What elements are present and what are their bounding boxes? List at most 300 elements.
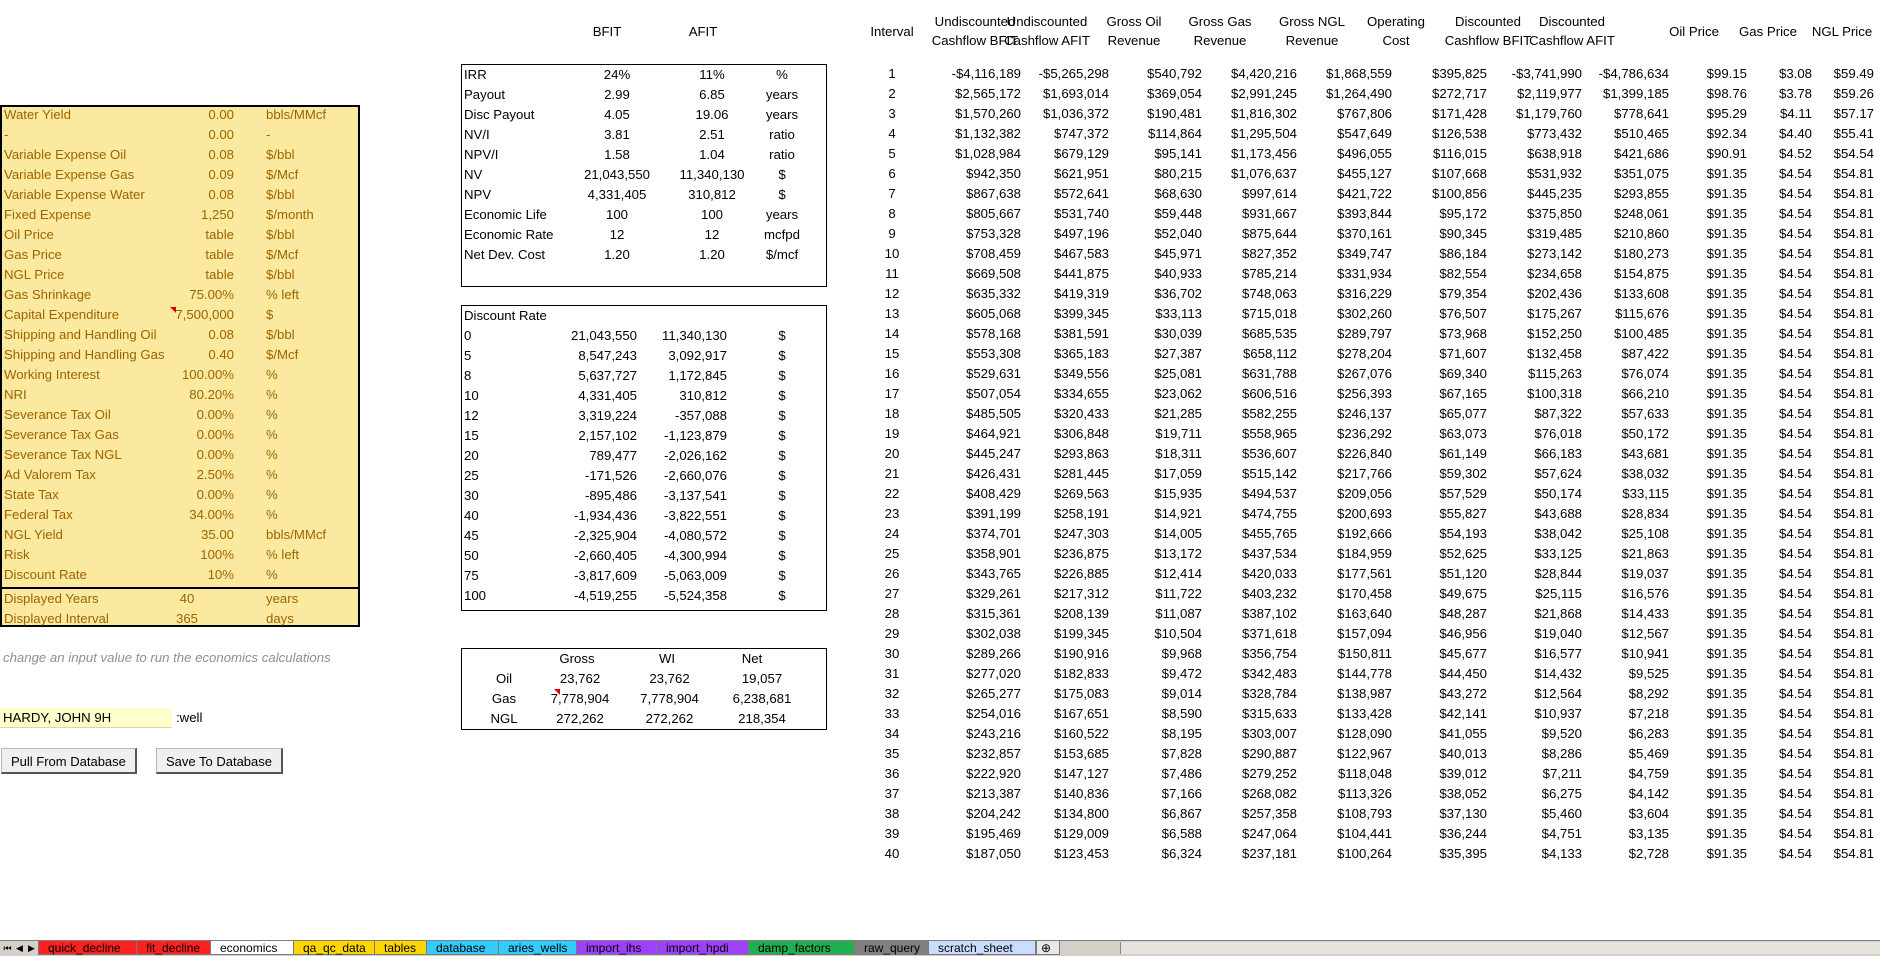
input-value[interactable]: 0.09 — [208, 167, 234, 182]
cashflow-value: $606,516 — [1241, 386, 1297, 401]
input-label: Gas Price — [4, 247, 62, 262]
cashflow-value: $867,638 — [965, 186, 1021, 201]
input-value[interactable]: 80.20% — [189, 387, 234, 402]
cashflow-value: $267,076 — [1336, 366, 1392, 381]
first-sheet-icon[interactable]: ⏮ — [3, 943, 12, 953]
input-row[interactable] — [2, 385, 358, 405]
cashflow-value: $778,641 — [1613, 106, 1669, 121]
discount-bfit: -2,325,904 — [573, 528, 637, 543]
cashflow-value: $4.54 — [1778, 786, 1812, 801]
cashflow-value: $306,848 — [1053, 426, 1109, 441]
cashflow-value: $529,631 — [965, 366, 1021, 381]
cashflow-row — [862, 204, 1880, 224]
input-row[interactable] — [2, 545, 358, 565]
cashflow-value: $199,345 — [1053, 626, 1109, 641]
input-value[interactable]: 0.08 — [208, 187, 234, 202]
cashflow-value: $16,577 — [1534, 646, 1582, 661]
input-row[interactable] — [2, 425, 358, 445]
input-row[interactable] — [2, 245, 358, 265]
input-row[interactable] — [2, 325, 358, 345]
cashflow-value: $507,054 — [965, 386, 1021, 401]
cashflow-value: $175,083 — [1053, 686, 1109, 701]
cashflow-row — [862, 264, 1880, 284]
input-unit: $/bbl — [266, 327, 295, 342]
prev-sheet-icon[interactable]: ◀ — [16, 943, 23, 953]
cashflow-value: $167,651 — [1053, 706, 1109, 721]
input-unit: % — [266, 427, 278, 442]
cashflow-value: $38,032 — [1621, 466, 1669, 481]
cashflow-value: $997,614 — [1241, 186, 1297, 201]
cashflow-row — [862, 84, 1880, 104]
input-value[interactable]: 0.08 — [208, 327, 234, 342]
cashflow-interval: 2 — [888, 86, 896, 101]
cashflow-value: $154,875 — [1613, 266, 1669, 281]
cashflow-interval: 9 — [888, 226, 896, 241]
input-value[interactable]: 0.00% — [196, 447, 234, 462]
cashflow-value: $91.35 — [1706, 566, 1747, 581]
cashflow-value: $4.54 — [1778, 586, 1812, 601]
cashflow-value: $12,564 — [1534, 686, 1582, 701]
sheet-tab-damp-factors[interactable]: damp_factors — [748, 941, 856, 955]
input-unit: % — [266, 447, 278, 462]
cashflow-value: $6,324 — [1161, 846, 1202, 861]
cashflow-value: $1,399,185 — [1602, 86, 1669, 101]
cashflow-value: $349,556 — [1053, 366, 1109, 381]
cashflow-value: $54.81 — [1833, 546, 1874, 561]
cashflow-header-line: Oil Price — [1669, 24, 1719, 39]
cashflow-value: $4.54 — [1778, 526, 1812, 541]
cashflow-value: $175,267 — [1526, 306, 1582, 321]
summary-bfit: 4,331,405 — [587, 187, 647, 202]
cashflow-value: $40,013 — [1439, 746, 1487, 761]
input-value[interactable]: 40 — [179, 591, 195, 606]
input-value[interactable]: 0.00 — [208, 127, 234, 142]
sheet-tab-economics[interactable]: economics — [210, 941, 295, 955]
input-label: Capital Expenditure — [4, 307, 120, 322]
cashflow-value: $91.35 — [1706, 766, 1747, 781]
cashflow-value: $4.11 — [1779, 106, 1812, 121]
input-unit: $ — [266, 307, 274, 322]
cashflow-value: $464,921 — [965, 426, 1021, 441]
cashflow-value: $76,018 — [1534, 426, 1582, 441]
cashflow-value: $91.35 — [1706, 746, 1747, 761]
input-label: Gas Shrinkage — [4, 287, 92, 302]
cashflow-interval: 7 — [888, 186, 896, 201]
cashflow-value: $91.35 — [1706, 366, 1747, 381]
cashflow-row — [862, 464, 1880, 484]
cashflow-value: $4,142 — [1628, 786, 1669, 801]
input-row[interactable] — [2, 589, 358, 609]
input-row[interactable] — [2, 525, 358, 545]
input-label: Working Interest — [4, 367, 100, 382]
cashflow-value: $33,125 — [1534, 546, 1582, 561]
cashflow-value: $7,166 — [1161, 786, 1202, 801]
cashflow-value: $370,161 — [1336, 226, 1392, 241]
summary-unit: % — [776, 67, 788, 82]
cashflow-value: $2,119,977 — [1516, 86, 1582, 101]
sheet-tab-aries-wells[interactable]: aries_wells — [498, 941, 578, 955]
input-label: Severance Tax Gas — [4, 427, 119, 442]
cashflow-value: $33,113 — [1155, 306, 1202, 321]
cashflow-value: $182,833 — [1053, 666, 1109, 681]
cashflow-value: $104,441 — [1336, 826, 1392, 841]
cashflow-value: $4.54 — [1778, 806, 1812, 821]
cashflow-value: $38,042 — [1534, 526, 1582, 541]
cashflow-value: $122,967 — [1336, 746, 1392, 761]
cashflow-value: $553,308 — [965, 346, 1021, 361]
cashflow-value: $426,431 — [965, 466, 1021, 481]
volume-row — [462, 689, 824, 709]
cashflow-value: $36,702 — [1154, 286, 1202, 301]
input-value[interactable]: 1,250 — [200, 207, 234, 222]
cashflow-value: $4.54 — [1778, 646, 1812, 661]
insert-sheet-icon[interactable]: ⊕ — [1036, 941, 1060, 955]
cashflow-value: $91.35 — [1706, 246, 1747, 261]
discount-row — [462, 406, 824, 426]
input-value[interactable]: 0.00% — [196, 407, 234, 422]
cashflow-value: $54.81 — [1833, 586, 1874, 601]
input-value[interactable]: table — [205, 227, 234, 242]
cashflow-value: $8,195 — [1161, 726, 1202, 741]
summary-bfit: 100 — [605, 207, 628, 222]
input-row[interactable] — [2, 365, 358, 385]
cashflow-value: $57,633 — [1621, 406, 1669, 421]
cashflow-value: $76,074 — [1621, 366, 1669, 381]
cashflow-value: $14,432 — [1534, 666, 1582, 681]
cashflow-value: $753,328 — [965, 226, 1021, 241]
input-row[interactable] — [2, 165, 358, 185]
input-value[interactable]: 34.00% — [189, 507, 234, 522]
input-row[interactable] — [2, 225, 358, 245]
discount-unit: $ — [778, 588, 786, 603]
cashflow-value: $54,193 — [1439, 526, 1487, 541]
volume-wi: 7,778,904 — [640, 691, 699, 706]
cashflow-value: $140,836 — [1053, 786, 1109, 801]
discount-afit: -2,026,162 — [663, 448, 727, 463]
economic-summary-table — [461, 64, 827, 287]
discount-rate: 12 — [464, 408, 479, 423]
summary-label: NV/I — [464, 127, 490, 142]
input-row[interactable] — [2, 465, 358, 485]
discount-bfit: -3,817,609 — [573, 568, 637, 583]
discount-rate: 10 — [464, 388, 479, 403]
cashflow-value: $1,264,490 — [1325, 86, 1392, 101]
cashflow-value: $30,039 — [1154, 326, 1202, 341]
input-row[interactable] — [2, 565, 358, 585]
cashflow-value: $7,218 — [1628, 706, 1669, 721]
input-row[interactable] — [2, 205, 358, 225]
cashflow-value: $272,717 — [1431, 86, 1487, 101]
cashflow-header-line: Discounted — [1455, 14, 1521, 29]
input-label: NGL Yield — [4, 527, 63, 542]
cashflow-value: $41,055 — [1439, 726, 1487, 741]
input-unit: $/Mcf — [266, 247, 299, 262]
input-row[interactable] — [2, 105, 358, 125]
discount-row — [462, 546, 824, 566]
summary-bfit: 1.20 — [604, 247, 630, 262]
input-unit: $/bbl — [266, 267, 295, 282]
cashflow-value: $35,395 — [1439, 846, 1487, 861]
cashflow-value: $4.54 — [1778, 666, 1812, 681]
discount-row — [462, 426, 824, 446]
cashflow-value: $57.17 — [1833, 106, 1874, 121]
cashflow-value: $28,844 — [1534, 566, 1582, 581]
horizontal-scrollbar[interactable] — [1120, 942, 1880, 954]
discount-rate: 5 — [464, 348, 472, 363]
cashflow-value: $2,565,172 — [954, 86, 1021, 101]
summary-bfit: 21,043,550 — [583, 167, 650, 182]
cashflow-value: $51,120 — [1439, 566, 1487, 581]
cashflow-value: $685,535 — [1241, 326, 1297, 341]
input-value[interactable]: 365 — [175, 611, 198, 626]
cashflow-value: $302,038 — [965, 626, 1021, 641]
discount-rate-table — [461, 305, 827, 611]
discount-rate-title: Discount Rate — [464, 308, 547, 323]
discount-row — [462, 466, 824, 486]
cashflow-row — [862, 664, 1880, 684]
save-to-database-button[interactable]: Save To Database — [156, 748, 283, 774]
cashflow-value: $515,142 — [1241, 466, 1297, 481]
input-divider — [2, 587, 358, 589]
input-value[interactable]: 0.00 — [208, 107, 234, 122]
input-value[interactable]: 7,500,000 — [175, 307, 234, 322]
next-sheet-icon[interactable]: ▶ — [28, 943, 35, 953]
cashflow-value: $289,797 — [1336, 326, 1392, 341]
cashflow-value: $3,135 — [1628, 826, 1669, 841]
sheet-tab-fit-decline[interactable]: fit_decline — [136, 941, 212, 955]
cashflow-header-line: Gross NGL — [1279, 14, 1345, 29]
input-value[interactable]: 0.00% — [196, 487, 234, 502]
cashflow-value: $54.81 — [1833, 646, 1874, 661]
cashflow-value: $319,485 — [1526, 226, 1582, 241]
cashflow-value: $4.54 — [1778, 266, 1812, 281]
sheet-tab-tables[interactable]: tables — [374, 941, 428, 955]
input-value[interactable]: 2.50% — [196, 467, 234, 482]
cashflow-row — [862, 704, 1880, 724]
input-value[interactable]: table — [205, 247, 234, 262]
input-value[interactable]: 10% — [207, 567, 234, 582]
summary-bfit: 1.58 — [604, 147, 630, 162]
cashflow-value: $236,875 — [1053, 546, 1109, 561]
cashflow-value: $54.54 — [1833, 146, 1874, 161]
summary-row — [462, 85, 824, 105]
cashflow-value: $4.54 — [1778, 346, 1812, 361]
sheet-tab-qa-qc-data[interactable]: qa_qc_data — [293, 941, 376, 955]
cashflow-interval: 10 — [884, 246, 900, 261]
input-row[interactable] — [2, 125, 358, 145]
well-name-input[interactable]: HARDY, JOHN 9H — [0, 708, 172, 728]
cashflow-value: $114,864 — [1147, 126, 1202, 141]
cashflow-value: $11,722 — [1155, 586, 1202, 601]
sheet-tab-scratch-sheet[interactable]: scratch_sheet — [928, 941, 1036, 955]
cashflow-value: $52,625 — [1439, 546, 1487, 561]
cashflow-value: $73,968 — [1439, 326, 1487, 341]
cashflow-row — [862, 844, 1880, 864]
input-value[interactable]: 0.08 — [208, 147, 234, 162]
cashflow-value: $4.54 — [1778, 546, 1812, 561]
cashflow-value: $92.34 — [1706, 126, 1747, 141]
well-label: :well — [176, 710, 203, 725]
discount-bfit: 789,477 — [589, 448, 637, 463]
input-row[interactable] — [2, 445, 358, 465]
cashflow-value: $293,863 — [1053, 446, 1109, 461]
input-label: NGL Price — [4, 267, 65, 282]
cashflow-value: $54.81 — [1833, 526, 1874, 541]
cashflow-value: $50,174 — [1534, 486, 1582, 501]
input-row[interactable] — [2, 485, 358, 505]
cashflow-value: $54.81 — [1833, 846, 1874, 861]
discount-row — [462, 326, 824, 346]
cashflow-value: $171,428 — [1431, 106, 1487, 121]
cashflow-value: $100,318 — [1526, 386, 1582, 401]
sheet-tab-quick-decline[interactable]: quick_decline — [38, 941, 138, 955]
cashflow-value: $54.81 — [1833, 486, 1874, 501]
summary-unit: ratio — [769, 147, 795, 162]
cashflow-header-line: Undiscounted — [934, 14, 1016, 29]
cashflow-value: $45,971 — [1154, 246, 1202, 261]
discount-rate: 45 — [464, 528, 479, 543]
input-unit: % — [266, 467, 278, 482]
cashflow-value: $12,567 — [1621, 626, 1669, 641]
discount-rate: 100 — [464, 588, 487, 603]
input-unit: years — [266, 591, 299, 606]
input-row[interactable] — [2, 505, 358, 525]
pull-from-database-button[interactable]: Pull From Database — [1, 748, 137, 774]
sheet-tab-import-ihs[interactable]: import_ihs — [576, 941, 658, 955]
summary-label: Payout — [464, 87, 506, 102]
sheet-tab-bar — [0, 940, 1880, 956]
cashflow-interval: 24 — [884, 526, 900, 541]
input-value[interactable]: 0.00% — [196, 427, 234, 442]
sheet-tab-raw-query[interactable]: raw_query — [854, 941, 930, 955]
cashflow-value: $638,918 — [1526, 146, 1582, 161]
input-value[interactable]: 0.40 — [208, 347, 234, 362]
discount-afit: -4,300,994 — [663, 548, 727, 563]
cashflow-value: $59.49 — [1833, 66, 1874, 81]
cashflow-value: $1,036,372 — [1042, 106, 1109, 121]
input-value[interactable]: table — [205, 267, 234, 282]
cashflow-value: $54.81 — [1833, 746, 1874, 761]
input-row[interactable] — [2, 265, 358, 285]
input-value[interactable]: 100% — [200, 547, 234, 562]
cashflow-value: $91.35 — [1706, 526, 1747, 541]
input-unit: $/month — [266, 207, 314, 222]
sheet-tab-import-hpdi[interactable]: import_hpdi — [656, 941, 750, 955]
input-row[interactable] — [2, 405, 358, 425]
discount-afit: -3,822,551 — [663, 508, 727, 523]
input-unit: % — [266, 367, 278, 382]
cashflow-interval: 28 — [884, 606, 900, 621]
cashflow-value: $767,806 — [1336, 106, 1392, 121]
cashflow-value: $4.54 — [1778, 686, 1812, 701]
cashflow-value: $91.35 — [1706, 806, 1747, 821]
cashflow-value: $445,235 — [1526, 186, 1582, 201]
discount-unit: $ — [778, 448, 786, 463]
cashflow-header-line: Gross Gas — [1188, 14, 1252, 29]
input-label: Water Yield — [4, 107, 71, 122]
cashflow-value: $98.76 — [1706, 86, 1747, 101]
cashflow-interval: 32 — [884, 686, 900, 701]
input-row[interactable] — [2, 285, 358, 305]
cashflow-value: $91.35 — [1706, 406, 1747, 421]
discount-afit: 3,092,917 — [668, 348, 727, 363]
discount-row — [462, 386, 824, 406]
cashflow-value: $87,422 — [1621, 346, 1669, 361]
cashflow-value: $10,941 — [1621, 646, 1669, 661]
cashflow-value: $827,352 — [1241, 246, 1297, 261]
cashflow-row — [862, 724, 1880, 744]
input-unit: bbls/MMcf — [266, 527, 327, 542]
cashflow-value: $234,658 — [1526, 266, 1582, 281]
input-label: State Tax — [4, 487, 59, 502]
cashflow-value: $15,935 — [1154, 486, 1202, 501]
cashflow-interval: 23 — [884, 506, 900, 521]
cashflow-value: $420,033 — [1241, 566, 1297, 581]
sheet-tab-database[interactable]: database — [426, 941, 500, 955]
input-value[interactable]: 100.00% — [181, 367, 234, 382]
cashflow-value: $375,850 — [1526, 206, 1582, 221]
cashflow-interval: 36 — [884, 766, 900, 781]
cashflow-value: $54.81 — [1833, 786, 1874, 801]
input-unit: - — [266, 127, 271, 142]
input-row[interactable] — [2, 609, 358, 629]
input-row[interactable] — [2, 185, 358, 205]
summary-label: Net Dev. Cost — [464, 247, 546, 262]
discount-rate: 15 — [464, 428, 479, 443]
input-label: Fixed Expense — [4, 207, 92, 222]
cashflow-value: $54.81 — [1833, 426, 1874, 441]
cashflow-value: $437,534 — [1241, 546, 1297, 561]
input-value[interactable]: 35.00 — [200, 527, 234, 542]
cashflow-value: $11,087 — [1155, 606, 1202, 621]
cashflow-value: $91.35 — [1706, 426, 1747, 441]
summary-bfit: 12 — [609, 227, 625, 242]
input-unit: $/bbl — [266, 187, 295, 202]
cashflow-value: $4.54 — [1778, 386, 1812, 401]
cashflow-value: $54.81 — [1833, 706, 1874, 721]
cashflow-value: $658,112 — [1242, 346, 1297, 361]
input-row[interactable] — [2, 145, 358, 165]
cashflow-value: $1,868,559 — [1325, 66, 1392, 81]
cashflow-value: $419,319 — [1053, 286, 1109, 301]
cashflow-value: $497,196 — [1053, 226, 1109, 241]
cashflow-value: $184,959 — [1336, 546, 1392, 561]
cashflow-value: $4.54 — [1778, 706, 1812, 721]
cashflow-row — [862, 124, 1880, 144]
cashflow-value: $349,747 — [1336, 246, 1392, 261]
input-value[interactable]: 75.00% — [189, 287, 234, 302]
cashflow-row — [862, 104, 1880, 124]
input-unit: % — [266, 507, 278, 522]
cashflow-value: $1,076,637 — [1230, 166, 1297, 181]
cashflow-value: $37,130 — [1439, 806, 1487, 821]
cashflow-value: $12,414 — [1154, 566, 1202, 581]
input-row[interactable] — [2, 305, 358, 325]
input-row[interactable] — [2, 345, 358, 365]
cashflow-value: $28,834 — [1621, 506, 1669, 521]
cashflow-value: $150,811 — [1337, 646, 1392, 661]
cashflow-value: $95.29 — [1706, 106, 1747, 121]
cashflow-value: $1,132,382 — [954, 126, 1021, 141]
summary-unit: $ — [778, 187, 786, 202]
summary-unit: years — [765, 107, 799, 122]
cashflow-value: $387,102 — [1241, 606, 1297, 621]
cashflow-interval: 14 — [884, 326, 900, 341]
cashflow-row — [862, 824, 1880, 844]
cashflow-value: $69,340 — [1439, 366, 1487, 381]
cashflow-value: $44,450 — [1439, 666, 1487, 681]
cashflow-value: $715,018 — [1241, 306, 1297, 321]
